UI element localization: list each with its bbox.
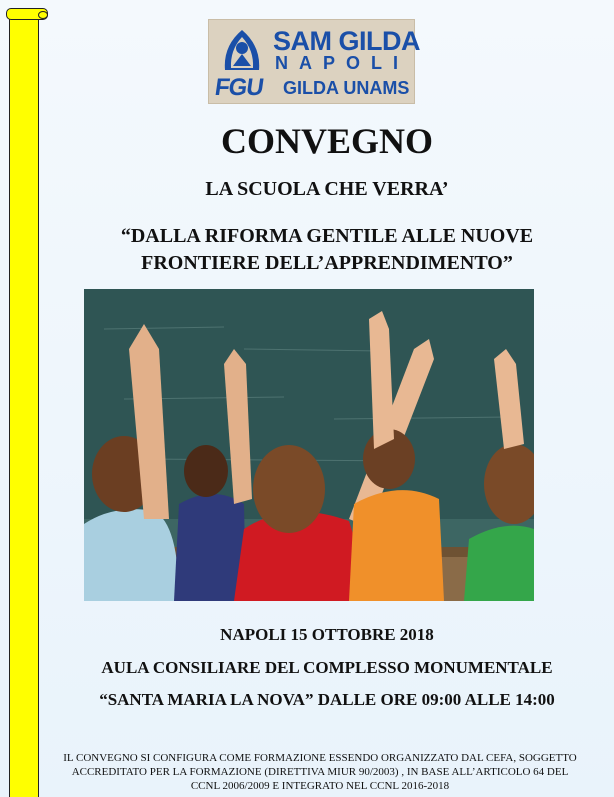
venue-line-1: AULA CONSILIARE DEL COMPLESSO MONUMENTALE: [101, 658, 553, 677]
logo-napoli: NAPOLI: [275, 53, 410, 73]
yellow-scroll-border: [9, 14, 39, 797]
logo-sam-gilda: SAM GILDA: [273, 26, 420, 56]
quote-line-1: “DALLA RIFORMA GENTILE ALLE NUOVE: [120, 225, 534, 247]
venue-line-2: “SANTA MARIA LA NOVA” DALLE ORE 09:00 ALLE 14:00: [99, 690, 555, 709]
logo-fgu: FGU: [213, 74, 265, 101]
subtitle: LA SCUOLA CHE VERRA’: [205, 178, 449, 200]
emblem-icon: [215, 26, 269, 74]
scroll-curl-ornament: [38, 11, 48, 19]
page-title: CONVEGNO: [220, 121, 433, 161]
event-date: NAPOLI 15 OTTOBRE 2018: [220, 625, 434, 644]
footer-line-1: IL CONVEGNO SI CONFIGURA COME FORMAZIONE ESSENDO ORGANIZZATO DAL CEFA, SOGGETTO: [63, 752, 577, 764]
footer-line-2: ACCREDITATO PER LA FORMAZIONE (DIRETTIVA MIUR 90/2003) , IN BASE ALL’ARTICOLO 64 DEL: [71, 766, 569, 778]
footer-line-3: CCNL 2006/2009 E INTEGRATO NEL CCNL 2016-2018: [190, 780, 450, 792]
quote-line-2: FRONTIERE DELL’APPRENDIMENTO”: [141, 252, 513, 274]
classroom-photo: [84, 289, 534, 601]
sam-gilda-logo: [208, 19, 420, 104]
logo-gilda-unams: GILDA UNAMS: [283, 78, 410, 98]
